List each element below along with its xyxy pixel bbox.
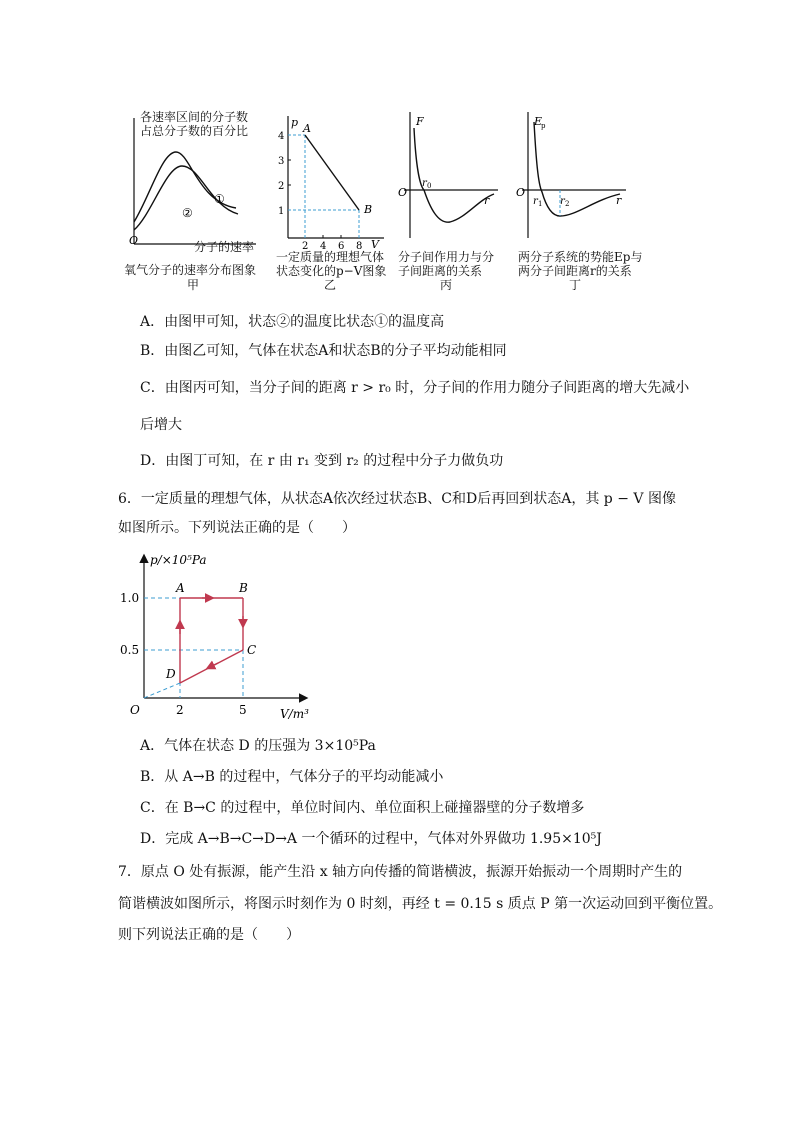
q6-origin: O [130, 703, 140, 717]
q6-ytick-1: 1.0 [120, 591, 140, 605]
jia-caption-1: 氧气分子的速率分布图象 [124, 263, 257, 277]
q7-line3: 则下列说法正确的是（ ） [118, 927, 300, 943]
ding-energy-curve [534, 122, 620, 216]
ding-origin: O [516, 186, 526, 199]
bing-caption-1: 分子间作用力与分 [398, 250, 495, 264]
yi-ylabel: p [291, 116, 299, 129]
ding-r1-sub: 1 [538, 200, 543, 208]
yi-ytick-4: 4 [278, 131, 285, 142]
ding-caption-1: 两分子系统的势能Ep与 [518, 250, 643, 264]
jia-curve2-label: ② [182, 206, 193, 220]
bing-r0-sub: 0 [427, 182, 432, 190]
jia-origin: O [129, 234, 139, 247]
yi-ytick-2: 2 [278, 181, 285, 192]
q6-guide-origin-d [144, 683, 180, 698]
q6-ytick-05: 0.5 [120, 643, 140, 657]
bing-ylabel: F [416, 115, 424, 128]
q6-stem-line1: 6．一定质量的理想气体，从状态A依次经过状态B、C和D后再回到状态A，其 p − V 图像 [118, 491, 676, 507]
q6-option-b: B．从 A→B 的过程中，气体分子的平均动能减小 [140, 769, 444, 785]
q6-pv-diagram [120, 544, 320, 724]
ding-xlabel: r [616, 194, 622, 207]
q5-option-a: A．由图甲可知，状态②的温度比状态①的温度高 [140, 314, 445, 330]
q6-point-c: C [247, 643, 257, 657]
bing-r0: r [422, 178, 427, 189]
figure-jia [118, 106, 268, 296]
yi-point-a: A [303, 122, 311, 135]
q5-option-d: D．由图丁可知，在 r 由 r₁ 变到 r₂ 的过程中分子力做负功 [140, 453, 504, 469]
figure-ding [514, 108, 644, 298]
ding-r2: r [560, 196, 565, 207]
q6-option-d: D．完成 A→B→C→D→A 一个循环的过程中，气体对外界做功 1.95×10⁵J [140, 831, 602, 847]
bing-origin: O [398, 186, 408, 199]
jia-ylabel-2: 占总分子数的百分比 [140, 124, 249, 138]
ding-r2-sub: 2 [565, 200, 570, 208]
yi-caption-3: 乙 [323, 278, 336, 292]
ding-ylabel-sub: p [541, 122, 546, 130]
yi-xtick-6: 6 [338, 241, 345, 252]
q6-xtick-2: 2 [176, 703, 184, 717]
bing-caption-2: 子间距离的关系 [398, 264, 483, 278]
yi-xtick-4: 4 [320, 241, 327, 252]
ding-caption-2: 两分子间距离r的关系 [518, 264, 632, 278]
ding-graph [514, 108, 644, 248]
figure-bing [396, 108, 504, 298]
bing-graph [396, 108, 504, 248]
jia-ylabel-1: 各速率区间的分子数 [140, 110, 249, 124]
yi-xtick-8: 8 [356, 241, 363, 252]
q7-line1: 7．原点 O 处有振源，能产生沿 x 轴方向传播的简谐横波，振源开始振动一个周期时产生的 [118, 864, 683, 880]
q6-point-d: D [166, 667, 176, 681]
jia-curve1-label: ① [214, 192, 225, 206]
yi-graph [274, 108, 394, 253]
yi-xlabel: V [371, 238, 379, 251]
bing-force-curve [414, 128, 494, 222]
ding-caption-3: 丁 [568, 278, 581, 292]
ding-r1: r [533, 196, 538, 207]
yi-caption-2: 状态变化的p−V图象 [276, 264, 387, 278]
yi-xtick-2: 2 [302, 241, 309, 252]
q6-point-a: A [176, 581, 185, 595]
q6-option-a: A．气体在状态 D 的压强为 3×10⁵Pa [140, 738, 376, 754]
jia-xlabel: 分子的速率 [194, 240, 255, 254]
yi-process-line [305, 135, 359, 210]
yi-ytick-1: 1 [278, 206, 285, 217]
bing-xlabel: r [484, 194, 490, 207]
q6-stem-line2: 如图所示。下列说法正确的是（ ） [118, 520, 356, 536]
figure-yi [274, 108, 394, 298]
q6-arrow-cd [208, 663, 218, 668]
yi-caption-1: 一定质量的理想气体 [276, 250, 385, 264]
q6-graph [120, 544, 320, 724]
yi-point-b: B [364, 203, 373, 216]
q5-option-c-line2: 后增大 [140, 417, 182, 433]
q6-ylabel: p/×10⁵Pa [150, 553, 207, 567]
bing-caption-3: 丙 [439, 278, 452, 292]
q6-option-c: C．在 B→C 的过程中，单位时间内、单位面积上碰撞器壁的分子数增多 [140, 800, 585, 816]
q7-line2: 简谐横波如图所示，将图示时刻作为 0 时刻，再经 t = 0.15 s 质点 P 第一次运动回到平衡位置。 [118, 896, 723, 912]
jia-caption-2: 甲 [186, 278, 199, 292]
ding-ylabel: E [534, 115, 543, 128]
q6-point-b: B [239, 581, 248, 595]
q6-xtick-5: 5 [239, 703, 247, 717]
q5-option-c-line1: C．由图丙可知，当分子间的距离 r > r₀ 时，分子间的作用力随分子间距离的增大先减小 [140, 380, 690, 396]
yi-ytick-3: 3 [278, 156, 285, 167]
q6-xlabel: V/m³ [280, 707, 309, 721]
q5-option-b: B．由图乙可知，气体在状态A和状态B的分子平均动能相同 [140, 343, 507, 359]
